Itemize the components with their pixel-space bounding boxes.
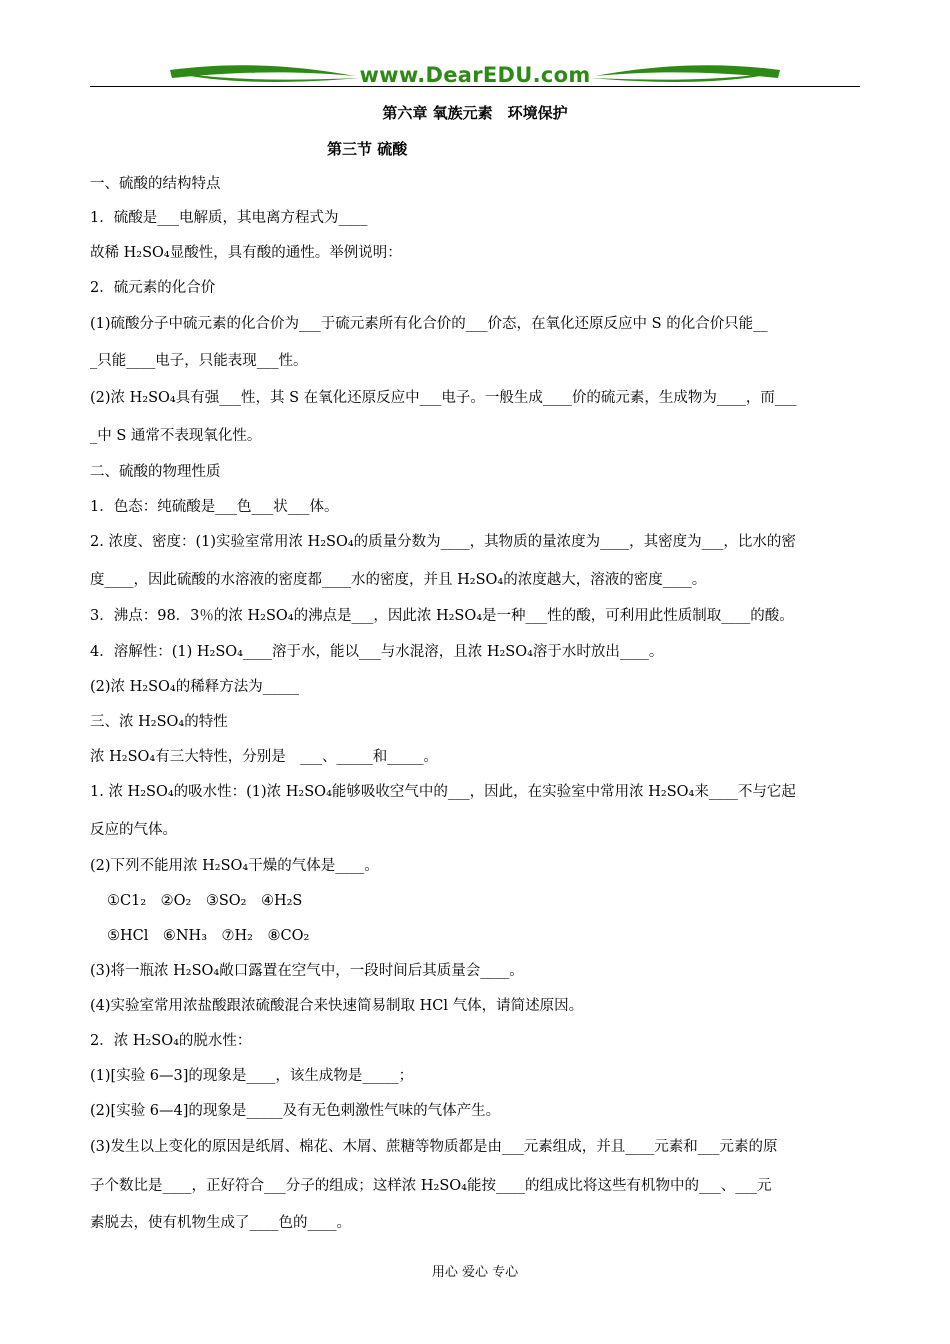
text-line: (1)[实验 6—3]的现象是____，该生成物是_____； <box>90 1068 414 1084</box>
text-line: 3．沸点：98．3％的浓 H₂SO₄的沸点是___，因此浓 H₂SO₄是一种___性的酸，可利用此性质制取____的酸。 <box>90 608 794 624</box>
text-line: (3)将一瓶浓 H₂SO₄敞口露置在空气中，一段时间后其质量会____。 <box>90 963 524 979</box>
text-line: _只能____电子，只能表现___性。 <box>90 353 308 369</box>
text-line: (2)[实验 6—4]的现象是_____及有无色刺激性气味的气体产生。 <box>90 1103 501 1119</box>
text-line: 二、硫酸的物理性质 <box>90 464 221 480</box>
text-line: 2．浓 H₂SO₄的脱水性： <box>90 1033 252 1049</box>
text-line: 2. 浓度、密度：(1)实验室常用浓 H₂SO₄的质量分数为____，其物质的量浓度为____，其密度为___，比水的密 <box>90 534 796 550</box>
text-line: (2)下列不能用浓 H₂SO₄干燥的气体是____。 <box>90 858 379 874</box>
text-line: 素脱去，使有机物生成了____色的____。 <box>90 1215 351 1231</box>
text-line: 4．溶解性：(1) H₂SO₄____溶于水，能以___与水混溶，且浓 H₂SO₄溶于水时放出____。 <box>90 644 664 660</box>
text-line: (2)浓 H₂SO₄具有强___性，其 S 在氧化还原反应中___电子。一般生成____价的硫元素，生成物为____，而___ <box>90 390 797 406</box>
text-line: 1. 浓 H₂SO₄的吸水性：(1)浓 H₂SO₄能够吸收空气中的___，因此，在实验室中常用浓 H₂SO₄来____不与它起 <box>90 784 796 800</box>
text-line: (3)发生以上变化的原因是纸屑、棉花、木屑、蔗糖等物质都是由___元素组成，并且____元素和___元素的原 <box>90 1139 778 1155</box>
text-line: 2．硫元素的化合价 <box>90 280 216 296</box>
text-line: (1)硫酸分子中硫元素的化合价为___于硫元素所有化合价的___价态，在氧化还原反应中 S 的化合价只能__ <box>90 316 768 332</box>
text-line: 1．硫酸是___电解质，其电离方程式为____ <box>90 210 368 226</box>
gas-options-row-1: ①C1₂ ②O₂ ③SO₂ ④H₂S <box>107 893 303 909</box>
page-footer: 用心 爱心 专心 <box>431 1265 519 1280</box>
text-line: _中 S 通常不表现氧化性。 <box>90 428 262 444</box>
text-line: 故稀 H₂SO₄显酸性，具有酸的通性。举例说明： <box>90 245 402 261</box>
section-title: 第三节 硫酸 <box>327 140 408 158</box>
text-line: 三、浓 H₂SO₄的特性 <box>90 714 228 730</box>
logo-text: www.DearEDU.com <box>359 63 591 87</box>
text-line: 度____，因此硫酸的水溶液的密度都____水的密度，并且 H₂SO₄的浓度越大，溶液的密度____。 <box>90 572 707 588</box>
header-rule <box>90 86 860 87</box>
text-line: 一、硫酸的结构特点 <box>90 176 221 192</box>
text-line: (2)浓 H₂SO₄的稀释方法为_____ <box>90 679 299 695</box>
text-line: 1．色态：纯硫酸是___色___状___体。 <box>90 499 339 515</box>
text-line: (4)实验室常用浓盐酸跟浓硫酸混合来快速简易制取 HCl 气体，请简述原因。 <box>90 998 584 1014</box>
gas-options-row-2: ⑤HCl ⑥NH₃ ⑦H₂ ⑧CO₂ <box>107 928 310 944</box>
text-line: 子个数比是____，正好符合___分子的组成；这样浓 H₂SO₄能按____的组成比将这些有机物中的___、___元 <box>90 1178 772 1194</box>
chapter-title: 第六章 氧族元素 环境保护 <box>382 104 568 122</box>
text-line: 反应的气体。 <box>90 822 177 838</box>
text-line: 浓 H₂SO₄有三大特性，分别是 ___、_____和_____。 <box>90 749 438 765</box>
